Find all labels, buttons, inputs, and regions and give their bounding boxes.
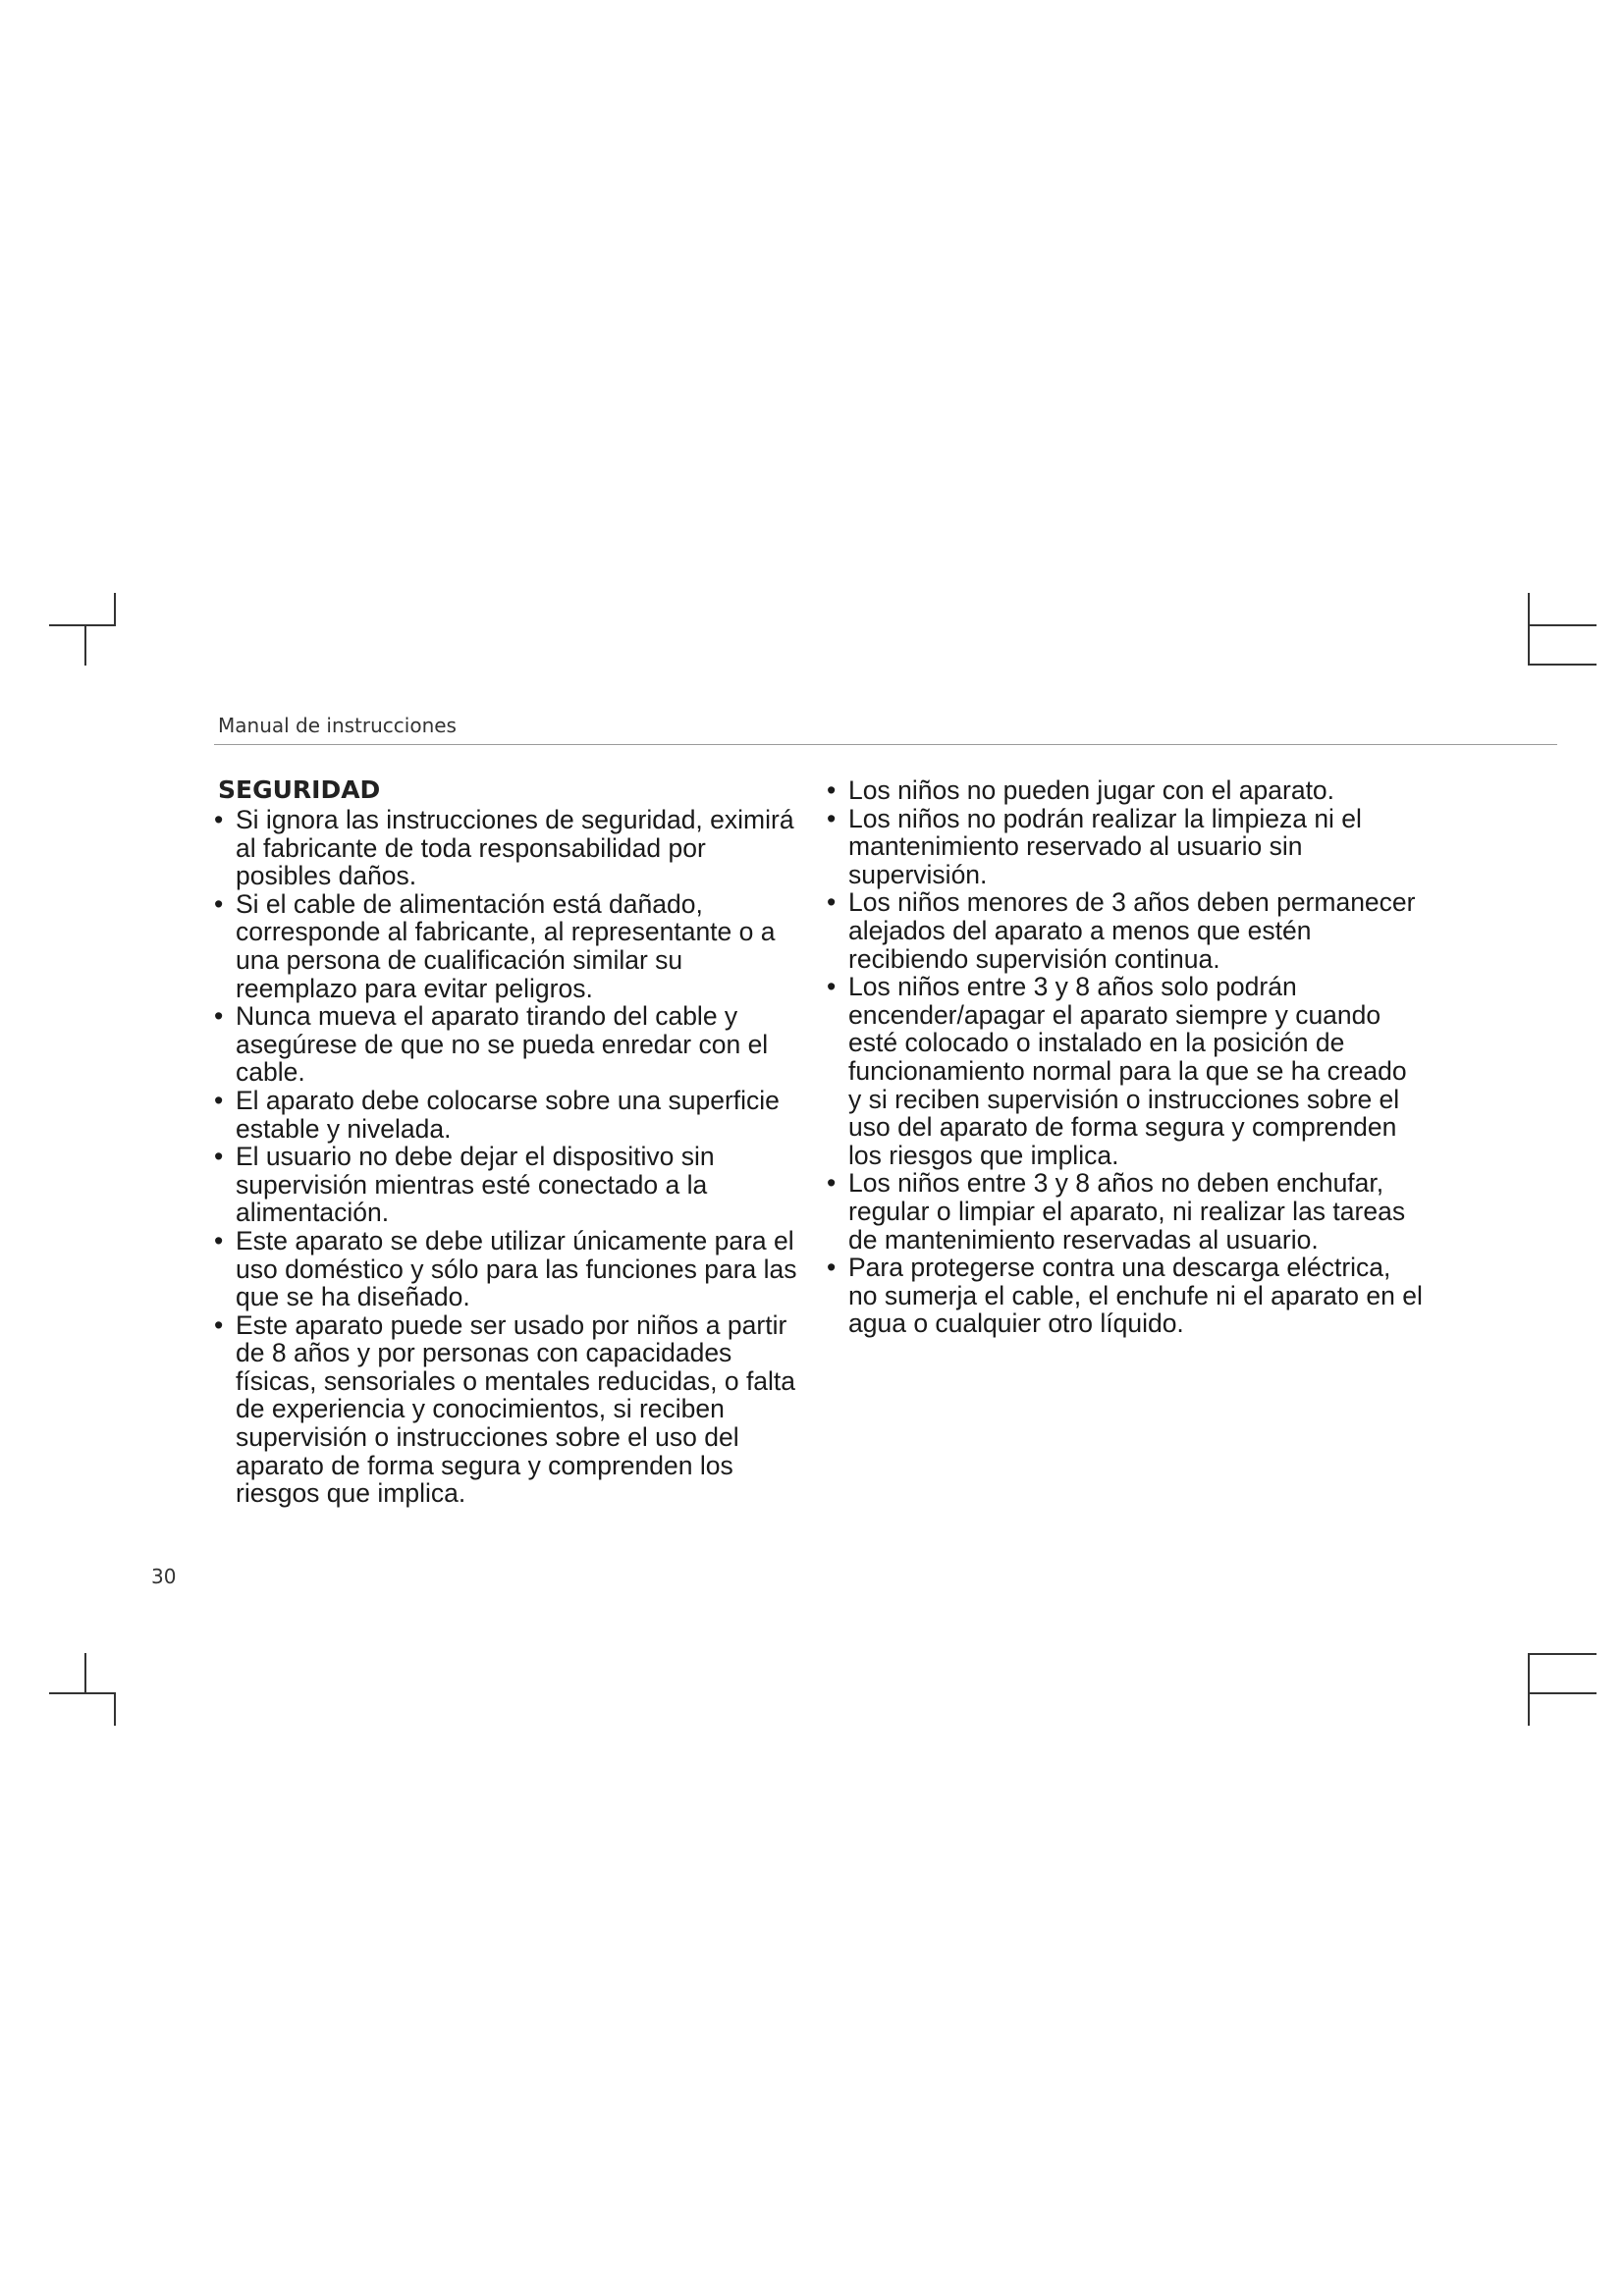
list-item: • El aparato debe colocarse sobre una superficie estable y nivelada. xyxy=(214,1087,807,1143)
list-item: • Si ignora las instrucciones de seguridad, eximirá al fabricante de toda responsabilidad por posibles daños. xyxy=(214,806,807,890)
list-item: • Los niños no podrán realizar la limpieza ni el mantenimiento reservado al usuario sin supervisión. xyxy=(827,805,1426,889)
list-item: • Este aparato se debe utilizar únicamente para el uso doméstico y sólo para las funciones para las que se ha diseñado. xyxy=(214,1227,807,1311)
running-header: Manual de instrucciones xyxy=(218,714,457,737)
list-item: • Nunca mueva el aparato tirando del cable y asegúrese de que no se pueda enredar con el cable. xyxy=(214,1002,807,1087)
list-item: • Para protegerse contra una descarga eléctrica, no sumerja el cable, el enchufe ni el aparato en el agua o cualquier otro líquido. xyxy=(827,1254,1426,1338)
list-item: • Si el cable de alimentación está dañado, corresponde al fabricante, al representante o a una persona de cualificación similar su reemplazo para evitar peligros. xyxy=(214,890,807,1002)
safety-list-left xyxy=(214,806,807,1508)
list-item: • Los niños entre 3 y 8 años solo podrán encender/apagar el aparato siempre y cuando esté colocado o instalado en la posición de funcionamiento normal para la que se ha creado y si reciben supervisión o instrucciones sobre el uso del aparato de forma segura y comprenden los riesgos que implica. xyxy=(827,973,1426,1169)
safety-list-right xyxy=(827,776,1426,1338)
section-title: SEGURIDAD xyxy=(218,775,381,804)
left-column xyxy=(214,774,807,1508)
list-item: • Los niños menores de 3 años deben permanecer alejados del aparato a menos que estén recibiendo supervisión continua. xyxy=(827,888,1426,973)
right-column xyxy=(827,776,1426,1338)
list-item: • El usuario no debe dejar el dispositivo sin supervisión mientras esté conectado a la alimentación. xyxy=(214,1143,807,1227)
page-number: 30 xyxy=(151,1565,177,1588)
list-item: • Este aparato puede ser usado por niños a partir de 8 años y por personas con capacidades físicas, sensoriales o mentales reducidas, o falta de experiencia y conocimientos, si reciben supervisión o instrucciones sobre el uso del aparato de forma segura y comprenden los riesgos que implica. xyxy=(214,1311,807,1508)
list-item: • Los niños entre 3 y 8 años no deben enchufar, regular o limpiar el aparato, ni realizar las tareas de mantenimiento reservadas al usuario. xyxy=(827,1169,1426,1254)
header-divider xyxy=(214,744,1557,745)
list-item: • Los niños no pueden jugar con el aparato. xyxy=(827,776,1426,805)
